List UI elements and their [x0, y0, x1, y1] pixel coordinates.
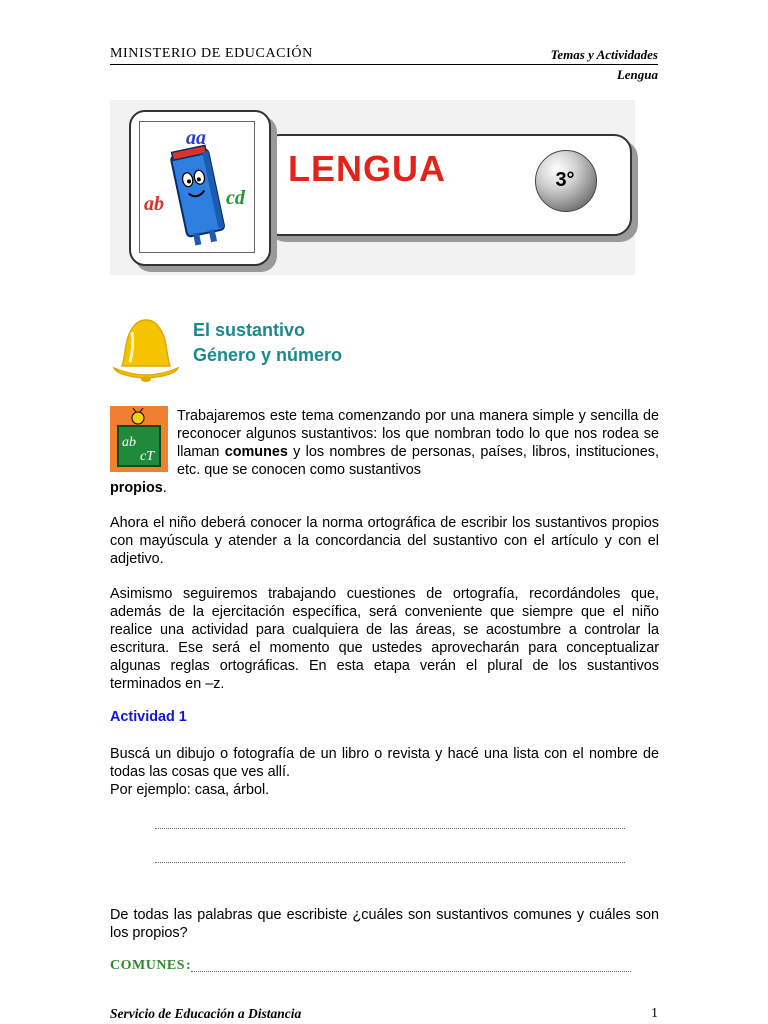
icon-letters-left: ab	[144, 193, 164, 215]
intro-p1-comunes: comunes	[224, 444, 288, 460]
intro-paragraph-1	[177, 407, 659, 479]
banner-title: LENGUA	[288, 148, 446, 189]
grade-label: 3°	[555, 169, 575, 191]
book-character-icon	[139, 121, 255, 253]
svg-text:cT: cT	[140, 449, 154, 464]
comunes-colon: :	[186, 958, 191, 973]
intro-paragraph-3: Asimismo seguiremos trabajando cuestiones de ortografía, recordándoles que, además de la ejercitación específica, será conveniente que siempre que el niño realice una actividad para cualquiera de las áreas, se acostumbre a controlar la escritura. Ese será el momento que ustedes aprovecharán para conceptualizar algunas reglas ortográficas. En esta etapa verán el plural de los sustantivos terminados en –z.	[110, 586, 659, 692]
header-topics: Temas y Actividades	[550, 47, 658, 62]
icon-letters-top: aa	[186, 127, 206, 149]
intro-p1-text-2: y los nombres de personas, países, libros, instituciones, etc. que se conocen como sustantivos	[177, 444, 659, 478]
book-character-illustration	[140, 122, 254, 252]
svg-text:ab: ab	[122, 435, 136, 450]
activity-instruction: Buscá un dibujo o fotografía de un libro o revista y hacé una lista con el nombre de todas las cosas que ves allí.	[110, 746, 659, 780]
answer-line-1[interactable]	[155, 828, 625, 829]
intro-p1-propios: propios	[110, 480, 163, 496]
intro-p1-period: .	[162, 480, 167, 496]
intro-p1-text: Trabajaremos este tema comenzando por una manera simple y sencilla de reconocer algunos sustantivos: los que nombran todo lo que nos rodea se llaman	[177, 408, 659, 460]
header-divider	[110, 64, 658, 65]
answer-line-2[interactable]	[155, 862, 625, 863]
activity-example: Por ejemplo: casa, árbol.	[110, 782, 270, 798]
page-number: 1	[651, 1006, 658, 1021]
section-title	[193, 318, 342, 368]
intro-paragraph-1-end	[110, 479, 659, 497]
icon-letters-right: cd	[226, 187, 245, 209]
header-ministry: MINISTERIO DE EDUCACIÓN	[110, 46, 313, 61]
section-title-line1: El sustantivo	[193, 320, 306, 340]
header-subject: Lengua	[616, 67, 658, 82]
bell-illustration	[108, 308, 184, 384]
bell-icon	[108, 308, 184, 384]
section-title-line2: Género y número	[193, 345, 343, 365]
intro-paragraph-2: Ahora el niño deberá conocer la norma ortográfica de escribir los sustantivos propios con mayúscula y atender a la concordancia del sustantivo con el artículo y con el adjetivo.	[110, 515, 659, 567]
activity-title: Actividad 1	[110, 709, 187, 725]
abc-chalkboard-icon	[110, 406, 168, 472]
comunes-label: COMUNES	[110, 958, 186, 973]
abc-chalkboard-illustration	[110, 406, 168, 472]
activity-question: De todas las palabras que escribiste ¿cuáles son sustantivos comunes y cuáles son los propios?	[110, 907, 659, 941]
comunes-answer-line[interactable]	[191, 971, 631, 972]
footer-service: Servicio de Educación a Distancia	[110, 1006, 302, 1021]
